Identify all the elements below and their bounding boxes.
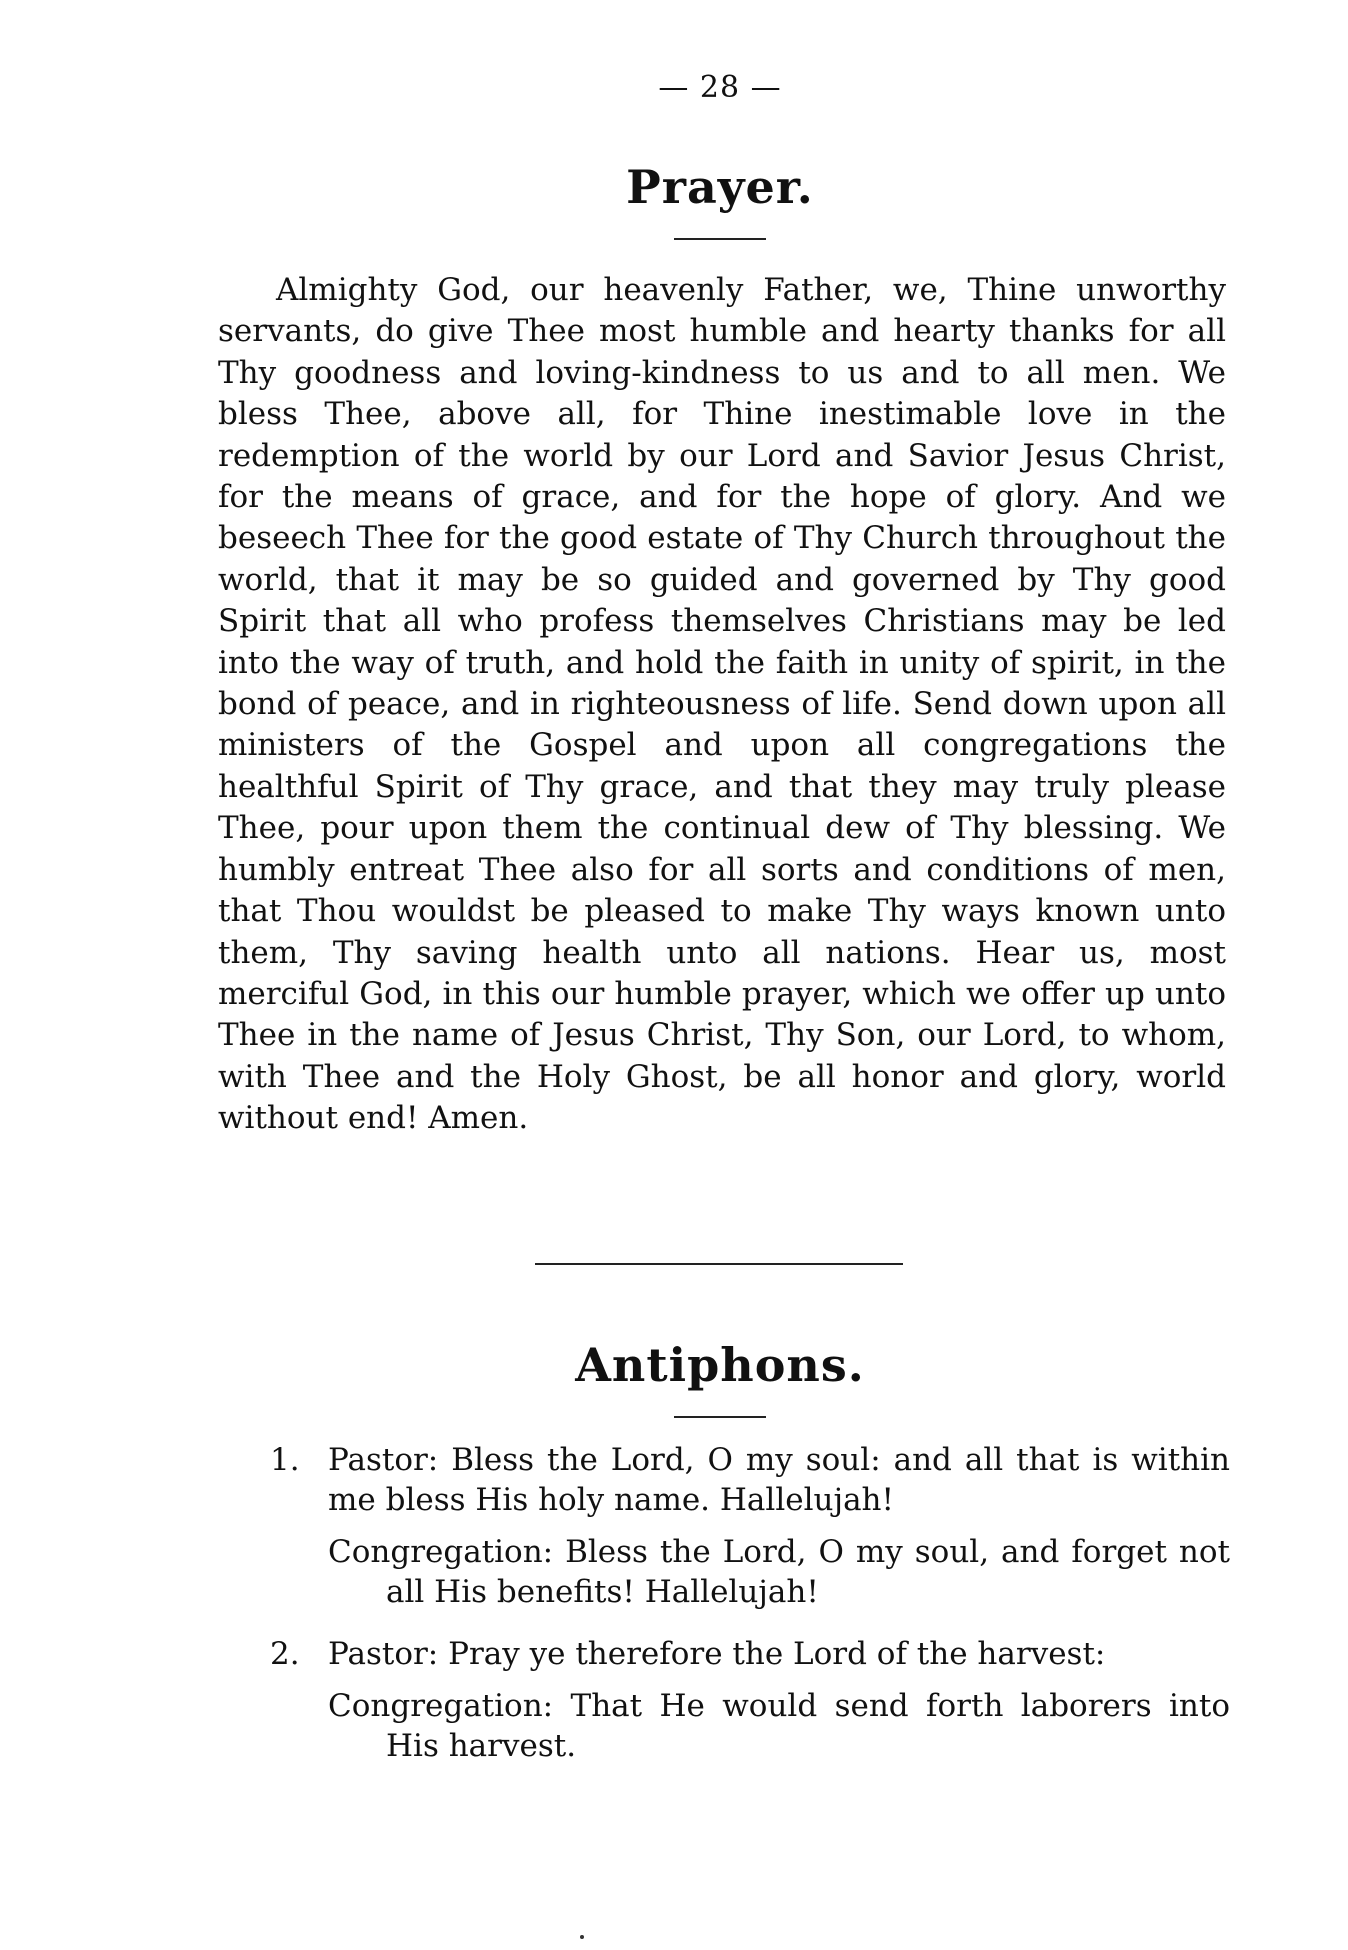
antiphons-heading: Antiphons. (575, 1338, 865, 1392)
antiphon-number: 2. (270, 1636, 300, 1672)
print-speck (580, 1935, 584, 1939)
antiphon-congregation-line: Congregation: Bless the Lord, O my soul, and forget not all His benefits! Hallelujah! (328, 1534, 1230, 1610)
antiphon-item (210, 1440, 1230, 1612)
antiphon-congregation-line: Congregation: That He would send forth laborers into His harvest. (328, 1688, 1230, 1764)
antiphon-number: 1. (270, 1442, 300, 1478)
antiphon-pastor-text: Pastor: Pray ye therefore the Lord of the harvest: (328, 1636, 1106, 1672)
section-divider (535, 1263, 903, 1265)
antiphon-pastor-text: Pastor: Bless the Lord, O my soul: and all that is within me bless His holy name. Hallelujah! (328, 1442, 1230, 1518)
antiphon-item (210, 1634, 1230, 1766)
page-number: — 28 — (658, 70, 782, 105)
antiphon-pastor-line (210, 1440, 1230, 1520)
prayer-heading-rule (674, 238, 766, 240)
antiphon-pastor-line (210, 1634, 1230, 1674)
prayer-heading: Prayer. (626, 160, 814, 214)
antiphons-heading-rule (674, 1416, 766, 1418)
antiphons-list (210, 1440, 1230, 1788)
prayer-body: Almighty God, our heavenly Father, we, Thine unworthy servants, do give Thee most humble and hearty thanks for all Thy goodness and loving-kindness to us and to all men. We bless Thee, above all, for Thine inestimable love in the redemption of the world by our Lord and Savior Jesus Christ, for the means of grace, and for the hope of glory. And we beseech Thee for the good estate of Thy Church throughout the world, that it may be so guided and governed by Thy good Spirit that all who profess themselves Christians may be led into the way of truth, and hold the faith in unity of spirit, in the bond of peace, and in righteousness of life. Send down upon all ministers of the Gospel and upon all congregations the healthful Spirit of Thy grace, and that they may truly please Thee, pour upon them the continual dew of Thy blessing. We humbly entreat Thee also for all sorts and conditions of men, that Thou wouldst be pleased to make Thy ways known unto them, Thy saving health unto all nations. Hear us, most merciful God, in this our humble prayer, which we offer up unto Thee in the name of Jesus Christ, Thy Son, our Lord, to whom, with Thee and the Holy Ghost, be all honor and glory, world without end! Amen. (218, 272, 1226, 1137)
